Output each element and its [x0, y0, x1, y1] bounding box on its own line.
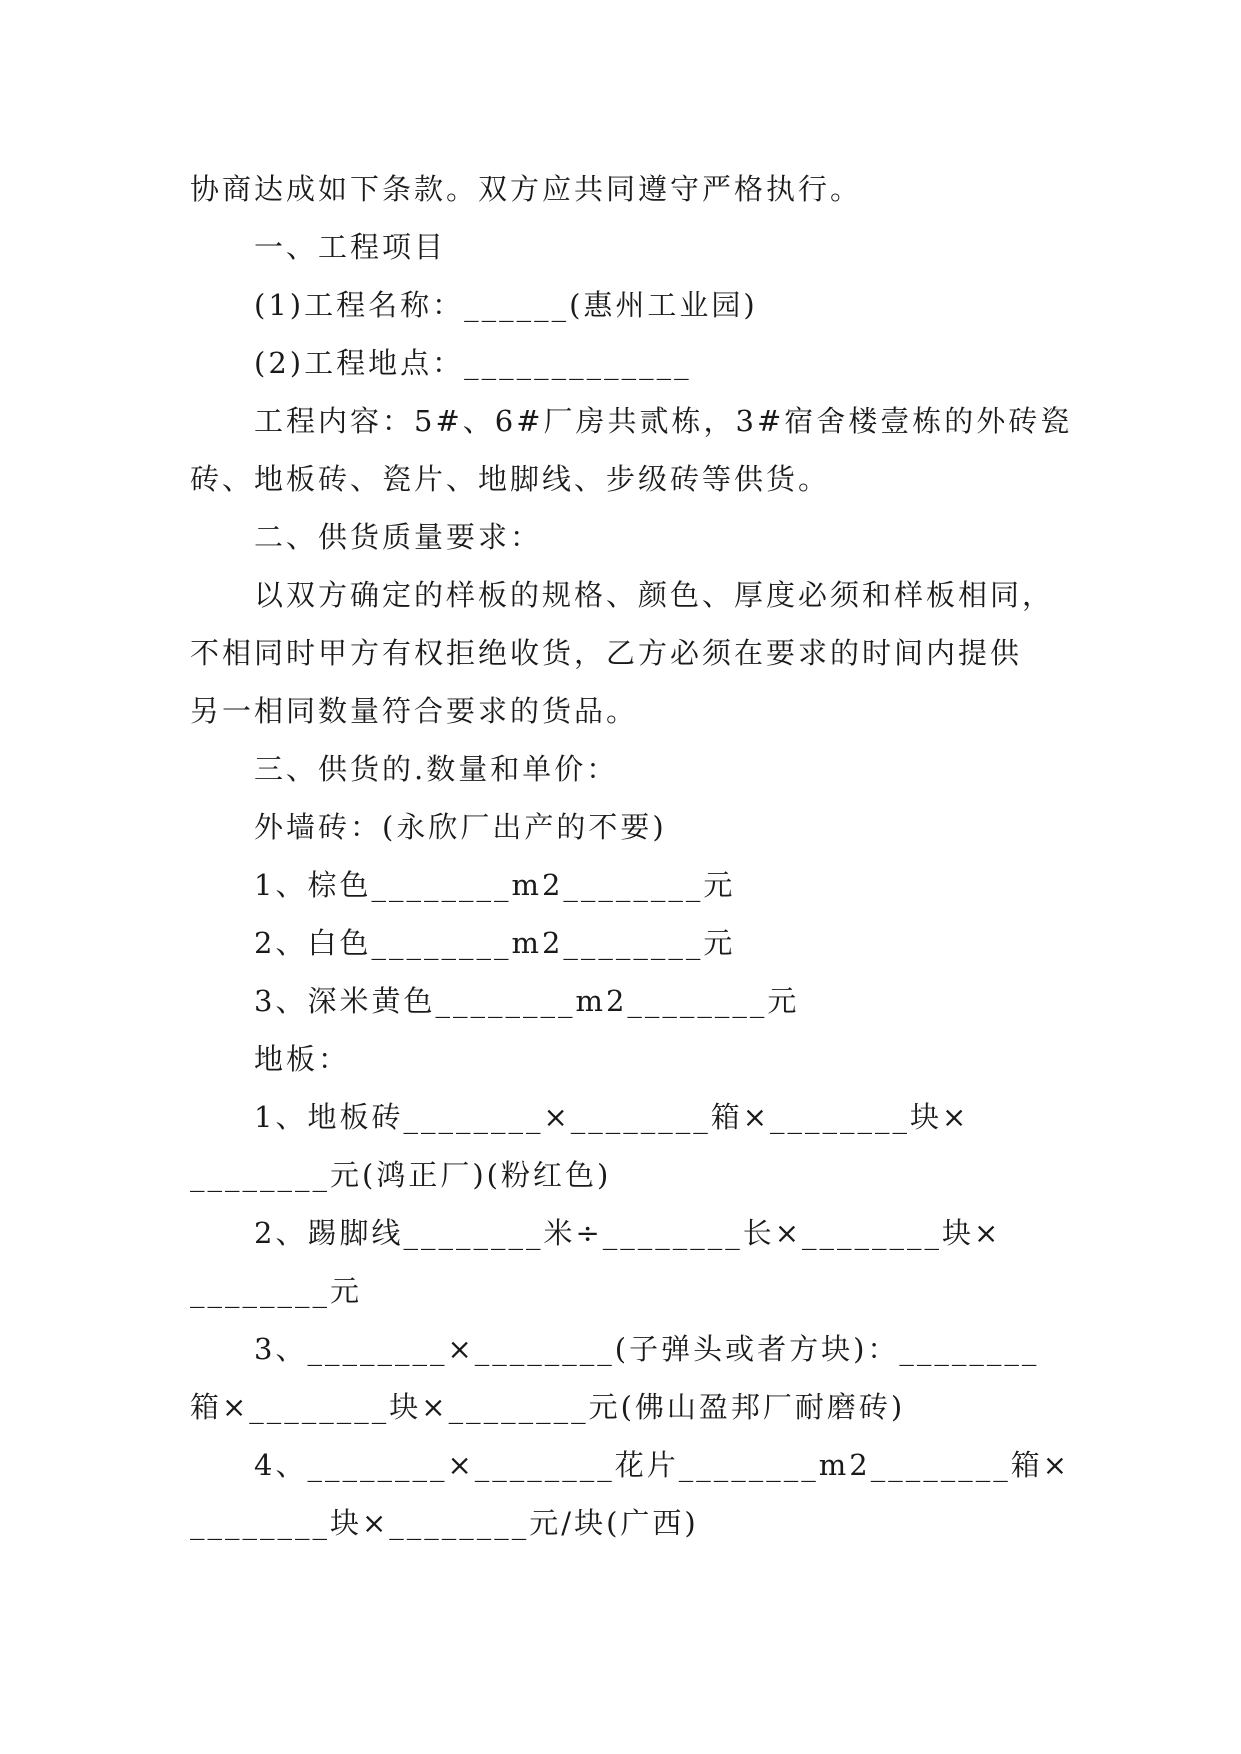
project-content-continuation: 砖、地板砖、瓷片、地脚线、步级砖等供货。	[190, 462, 831, 496]
project-name-line: (1)工程名称：______(惠州工业园)	[254, 288, 758, 322]
exterior-tile-item-beige: 3、深米黄色________m2________元	[254, 984, 800, 1018]
floor-item-4: 4、________×________花片________m2________箱×	[254, 1448, 1070, 1482]
section-heading-project: 一、工程项目	[254, 230, 447, 264]
exterior-tile-item-white: 2、白色________m2________元	[254, 926, 736, 960]
quality-paragraph-line: 不相同时甲方有权拒绝收货，乙方必须在要求的时间内提供	[190, 636, 1023, 670]
project-content-line: 工程内容：5#、6#厂房共贰栋，3#宿舍楼壹栋的外砖瓷	[254, 404, 1073, 438]
document-page	[190, 160, 1073, 1552]
paragraph-line: 协商达成如下条款。双方应共同遵守严格执行。	[190, 172, 863, 206]
project-location-line: (2)工程地点：_____________	[254, 346, 692, 380]
quality-paragraph-line: 以双方确定的样板的规格、颜色、厚度必须和样板相同，	[254, 578, 1055, 612]
floor-heading: 地板：	[254, 1042, 351, 1076]
floor-item-1: 1、地板砖________×________箱×________块×	[254, 1100, 970, 1134]
floor-item-3: 3、________×________(子弹头或者方块)：________	[254, 1332, 1040, 1366]
floor-item-2-continuation: ________元	[190, 1274, 363, 1308]
floor-item-3-continuation: 箱×________块×________元(佛山盈邦厂耐磨砖)	[190, 1390, 906, 1424]
quality-paragraph-line: 另一相同数量符合要求的货品。	[190, 694, 639, 728]
section-heading-quality: 二、供货质量要求：	[254, 520, 543, 554]
floor-item-1-continuation: ________元(鸿正厂)(粉红色)	[190, 1158, 612, 1192]
section-heading-quantity: 三、供货的.数量和单价：	[254, 752, 619, 786]
floor-item-4-continuation: ________块×________元/块(广西)	[190, 1506, 699, 1540]
floor-item-2: 2、踢脚线________米÷________长×________块×	[254, 1216, 1002, 1250]
exterior-tile-heading: 外墙砖：(永欣厂出产的不要)	[254, 810, 667, 844]
exterior-tile-item-brown: 1、棕色________m2________元	[254, 868, 736, 902]
